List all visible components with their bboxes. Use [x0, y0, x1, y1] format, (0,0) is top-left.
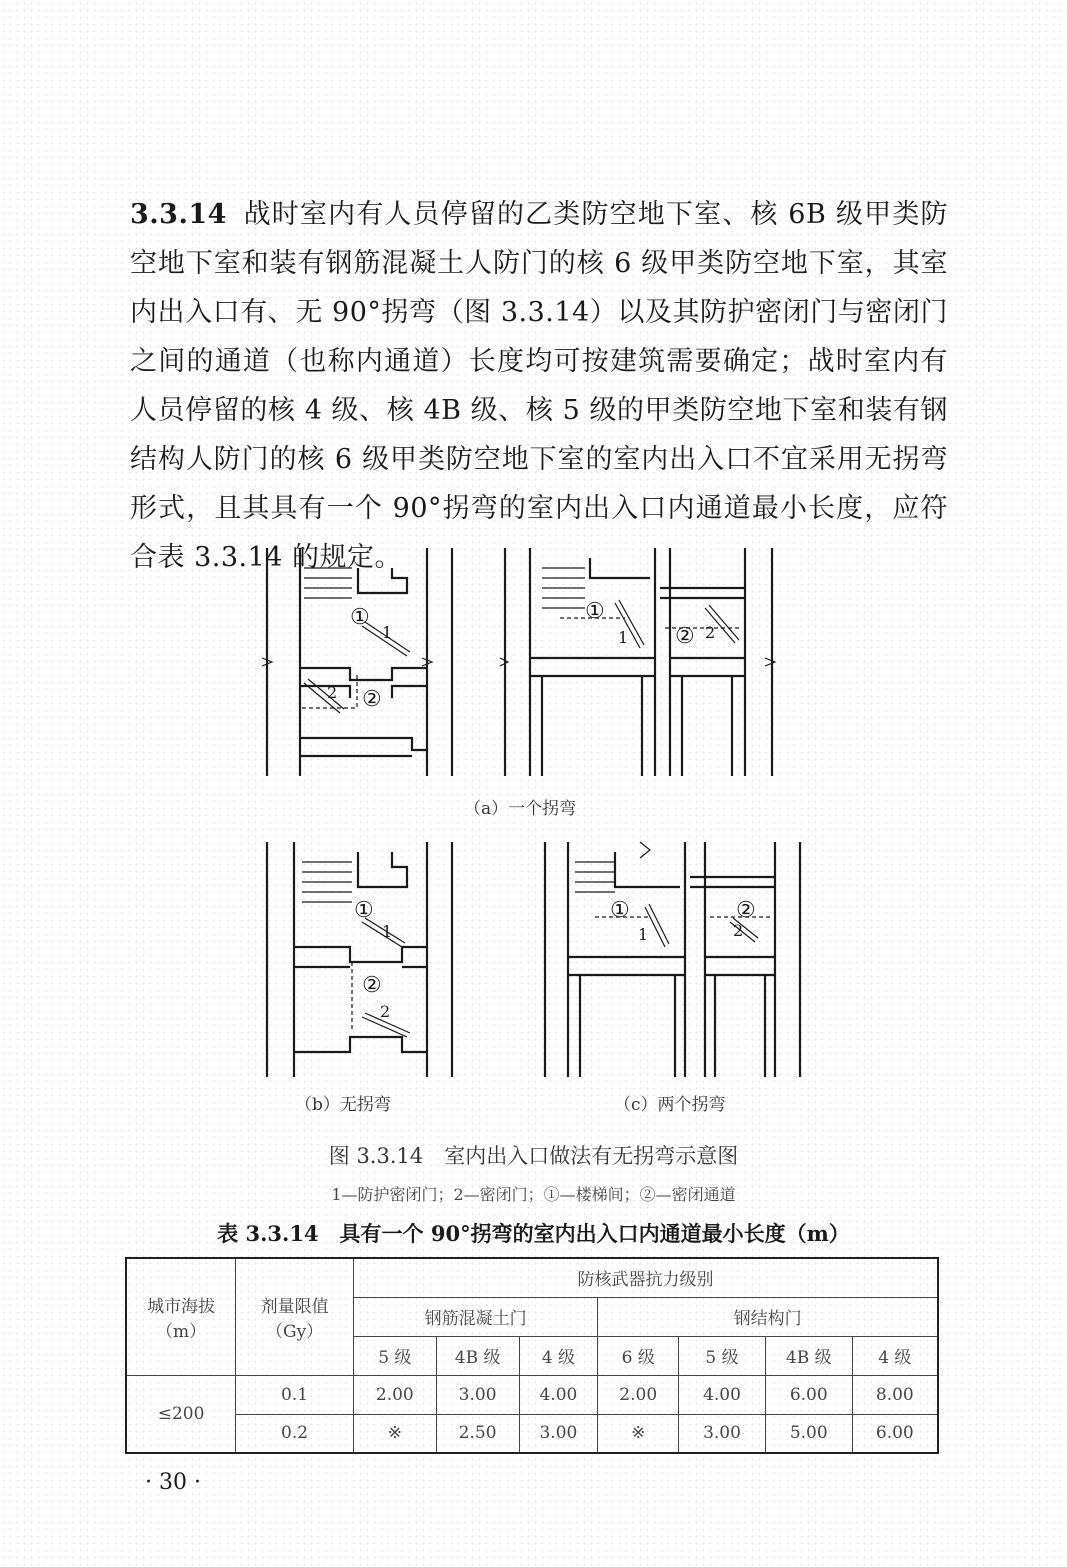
- figure-title: 图 3.3.14 室内出入口做法有无拐弯示意图: [328, 1144, 739, 1168]
- value-cell: 4.00: [519, 1375, 598, 1414]
- plan-a-right: [500, 548, 780, 780]
- value-cell: 2.50: [436, 1414, 519, 1453]
- value-cell: 6.00: [852, 1414, 938, 1453]
- level-cell: 4B 级: [765, 1336, 852, 1375]
- label-1: 1: [382, 922, 393, 941]
- label-1: 1: [618, 628, 629, 647]
- table-row: [126, 1414, 938, 1453]
- dose-cell: 0.2: [236, 1414, 354, 1453]
- caption-c: （c）两个拐弯: [614, 1095, 726, 1115]
- figure-note: 1—防护密闭门；2—密闭门；①—楼梯间；②—密闭通道: [331, 1185, 736, 1204]
- dose-cell: 0.1: [236, 1375, 354, 1414]
- label-2: 2: [380, 1002, 391, 1021]
- label-2: 2: [327, 683, 338, 702]
- header-dose: 剂量限值 （Gy）: [236, 1258, 354, 1375]
- level-cell: 4B 级: [436, 1336, 519, 1375]
- value-cell: 4.00: [679, 1375, 766, 1414]
- clause-text: 战时室内有人员停留的乙类防空地下室、核 6B 级甲类防空地下室和装有钢筋混凝土人防门的核 6 级甲类防空地下室，其室内出入口有、无 90°拐弯（图 3.3.14）以及其防护密闭门与密闭门之间的通道（也称内通道）长度均可按建筑需要确定；战时室内有人员停留的核 4 级、核 4B 级、核 5 级的甲类防空地下室和装有钢结构人防门的核 6 级甲类防空地下室的室内出入口不宜采用无拐弯形式，且其具有一个 90°拐弯的室内出入口内通道最小长度，应符合表 3.3.14 的规定。: [130, 199, 948, 573]
- circle-1: ①: [350, 605, 370, 630]
- page-number: · 30 ·: [145, 1470, 201, 1495]
- value-cell: 8.00: [852, 1375, 938, 1414]
- circle-1: ①: [610, 898, 630, 923]
- data-table: [125, 1257, 939, 1454]
- table-title: 表 3.3.14 具有一个 90°拐弯的室内出入口内通道最小长度（m）: [217, 1221, 850, 1246]
- circle-2: ②: [675, 624, 695, 649]
- value-cell: 3.00: [519, 1414, 598, 1453]
- label-1: 1: [638, 925, 649, 944]
- level-cell: 4 级: [852, 1336, 938, 1375]
- header-steel-door: 钢结构门: [598, 1297, 938, 1336]
- altitude-cell: ≤200: [126, 1375, 236, 1453]
- circle-2: ②: [736, 898, 756, 923]
- value-cell: 3.00: [436, 1375, 519, 1414]
- circle-1: ①: [354, 898, 374, 923]
- table-row: [126, 1375, 938, 1414]
- label-1: 1: [382, 623, 393, 642]
- header-concrete-door: 钢筋混凝土门: [353, 1297, 597, 1336]
- header-resistance-level: 防核武器抗力级别: [353, 1258, 938, 1297]
- circle-1: ①: [585, 599, 605, 624]
- label-2: 2: [733, 921, 744, 940]
- value-cell: ※: [353, 1414, 436, 1453]
- level-cell: 5 级: [679, 1336, 766, 1375]
- level-cell: 6 级: [598, 1336, 679, 1375]
- value-cell: 2.00: [353, 1375, 436, 1414]
- caption-b: （b）无拐弯: [295, 1095, 391, 1115]
- plan-c: [540, 842, 810, 1082]
- level-cell: 4 级: [519, 1336, 598, 1375]
- body-paragraph: [130, 190, 948, 582]
- circle-2: ②: [362, 973, 382, 998]
- circle-2: ②: [362, 687, 382, 712]
- level-cell: 5 级: [353, 1336, 436, 1375]
- value-cell: 6.00: [765, 1375, 852, 1414]
- caption-a: （a）一个拐弯: [464, 799, 577, 819]
- plan-b: [262, 842, 462, 1082]
- header-altitude: 城市海拔 （m）: [126, 1258, 236, 1375]
- value-cell: ※: [598, 1414, 679, 1453]
- value-cell: 2.00: [598, 1375, 679, 1414]
- label-2: 2: [705, 623, 716, 642]
- plan-a-left: [262, 548, 462, 780]
- value-cell: 3.00: [679, 1414, 766, 1453]
- clause-number: 3.3.14: [130, 199, 227, 230]
- value-cell: 5.00: [765, 1414, 852, 1453]
